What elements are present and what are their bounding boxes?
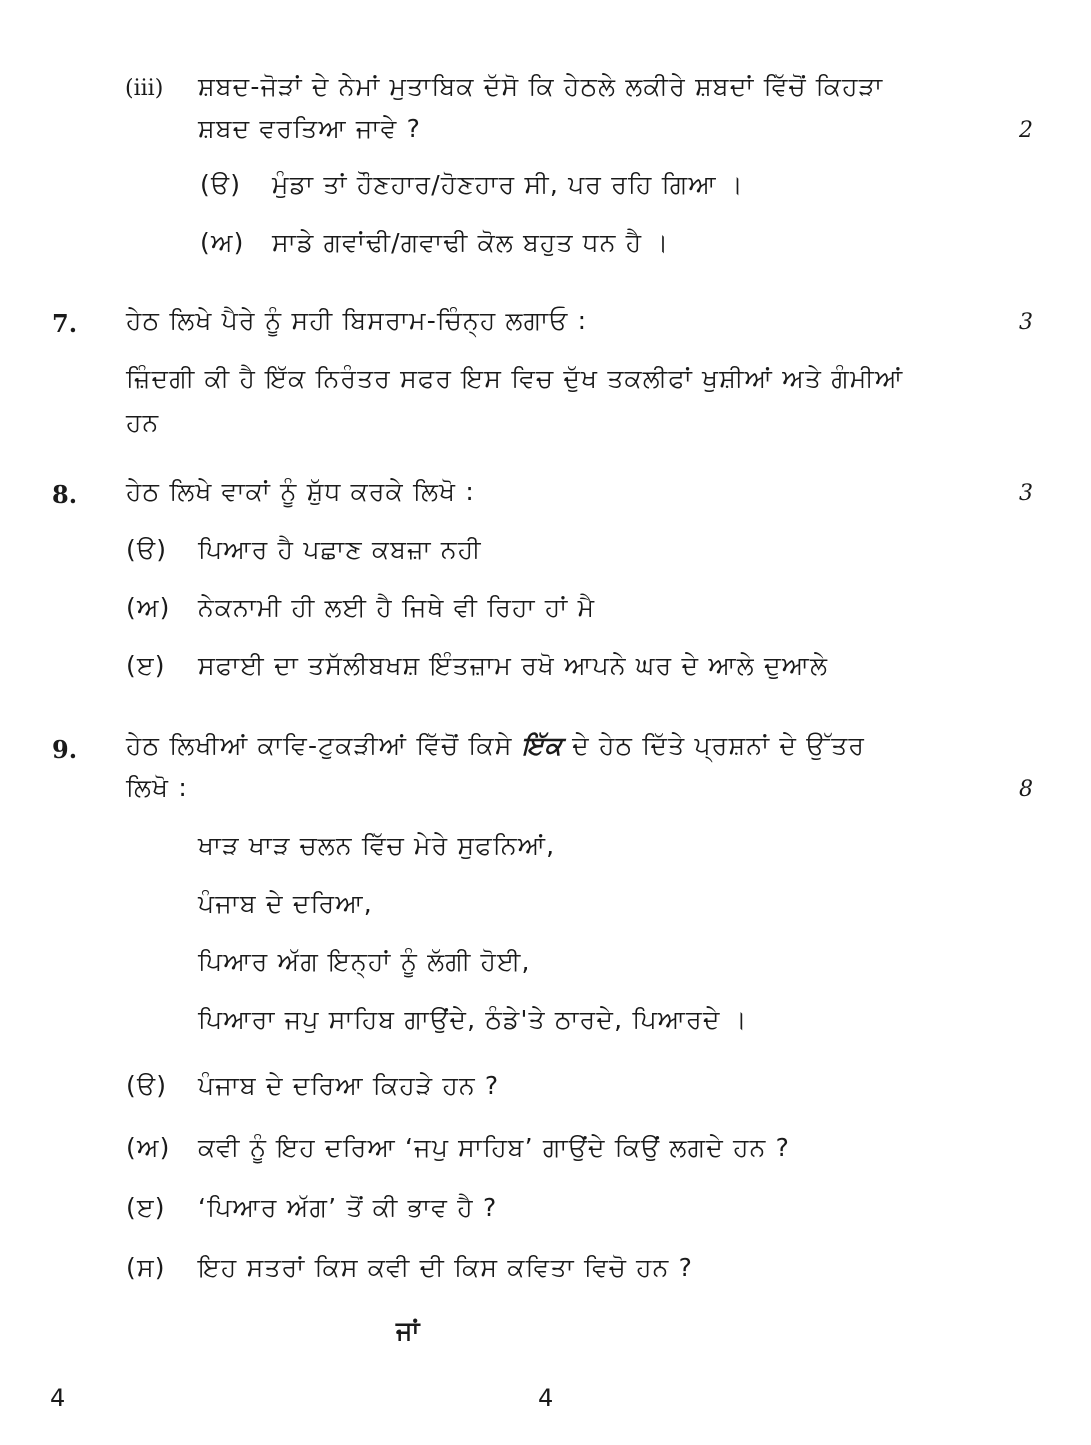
option-label: (ੳ) xyxy=(200,170,242,199)
question-text-line1: ਸ਼ਬਦ-ਜੋੜਾਂ ਦੇ ਨੇਮਾਂ ਮੁਤਾਬਿਕ ਦੱਸੋ ਕਿ ਹੇਠਲੇ ਲਕੀਰੇ ਸ਼ਬਦਾਂ ਵਿੱਚੋਂ ਕਿਹੜਾ xyxy=(198,72,884,101)
marks: 8 xyxy=(1019,777,1033,802)
subquestion-text: ‘ਪਿਆਰ ਅੱਗ’ ਤੋਂ ਕੀ ਭਾਵ ਹੈ ? xyxy=(198,1193,498,1222)
subquestion-label: (ਸ) xyxy=(126,1253,166,1282)
or-label: ਜਾਂ xyxy=(396,1316,421,1345)
question-number: 7. xyxy=(52,309,78,338)
passage-line1: ਜ਼ਿੰਦਗੀ ਕੀ ਹੈ ਇੱਕ ਨਿਰੰਤਰ ਸਫਰ ਇਸ ਵਿਚ ਦੁੱਖ ਤਕਲੀਫਾਂ ਖੁਸ਼ੀਆਂ ਅਤੇ ਗੰਮੀਆਂ xyxy=(126,364,904,393)
marks: 3 xyxy=(1019,310,1033,335)
question-text: ਹੇਠ ਲਿਖੇ ਵਾਕਾਂ ਨੂੰ ਸ਼ੁੱਧ ਕਰਕੇ ਲਿਖੋ : xyxy=(126,477,476,506)
question-text-line2: ਸ਼ਬਦ ਵਰਤਿਆ ਜਾਵੇ ? xyxy=(198,114,422,143)
question-number: 8. xyxy=(52,480,78,509)
question-text-emphasis: ਇੱਕ xyxy=(521,731,563,760)
item-label: (ੳ) xyxy=(126,535,168,564)
question-text-pre: ਹੇਠ ਲਿਖੀਆਂ ਕਾਵਿ-ਟੁਕੜੀਆਂ ਵਿੱਚੋਂ ਕਿਸੇ xyxy=(126,731,513,760)
question-text-line2: ਲਿਖੋ : xyxy=(126,773,188,802)
item-text: ਨੇਕਨਾਮੀ ਹੀ ਲਈ ਹੈ ਜਿਥੇ ਵੀ ਰਿਹਾ ਹਾਂ ਮੈ xyxy=(198,593,596,622)
footer-page-code: 4 xyxy=(50,1384,66,1412)
subquestion-label: (ੲ) xyxy=(126,1193,166,1222)
marks: 3 xyxy=(1019,481,1033,506)
subquestion-label: (ੳ) xyxy=(126,1071,168,1100)
footer-page-number: 4 xyxy=(538,1384,554,1412)
poem-line: ਪੰਜਾਬ ਦੇ ਦਰਿਆ, xyxy=(198,889,373,918)
item-text: ਪਿਆਰ ਹੈ ਪਛਾਣ ਕਬਜ਼ਾ ਨਹੀ xyxy=(198,535,482,564)
option-label: (ਅ) xyxy=(200,228,245,257)
passage-line2: ਹਨ xyxy=(126,408,160,437)
subquestion-label: (ਅ) xyxy=(126,1133,171,1162)
poem-line: ਖਾੜ ਖਾੜ ਚਲਨ ਵਿੱਚ ਮੇਰੇ ਸੁਫਨਿਆਂ, xyxy=(198,831,556,860)
question-text: ਹੇਠ ਲਿਖੇ ਪੈਰੇ ਨੂੰ ਸਹੀ ਬਿਸਰਾਮ-ਚਿੰਨ੍ਹ ਲਗਾਓ : xyxy=(126,306,588,335)
part-label: (iii) xyxy=(125,76,164,101)
question-number: 9. xyxy=(52,735,78,764)
subquestion-text: ਪੰਜਾਬ ਦੇ ਦਰਿਆ ਕਿਹੜੇ ਹਨ ? xyxy=(198,1071,500,1100)
option-text: ਮੁੰਡਾ ਤਾਂ ਹੌਣਹਾਰ/ਹੋਣਹਾਰ ਸੀ, ਪਰ ਰਹਿ ਗਿਆ । xyxy=(272,170,744,199)
question-text xyxy=(126,731,865,761)
option-text: ਸਾਡੇ ਗਵਾਂਢੀ/ਗਵਾਢੀ ਕੋਲ ਬਹੁਤ ਧਨ ਹੈ । xyxy=(272,228,670,257)
poem-line: ਪਿਆਰ ਅੱਗ ਇਨ੍ਹਾਂ ਨੂੰ ਲੱਗੀ ਹੋਈ, xyxy=(198,947,531,976)
subquestion-text: ਕਵੀ ਨੂੰ ਇਹ ਦਰਿਆ ‘ਜਪੁ ਸਾਹਿਬ’ ਗਾਉਂਦੇ ਕਿਉਂ ਲਗਦੇ ਹਨ ? xyxy=(198,1133,791,1162)
item-label: (ਅ) xyxy=(126,593,171,622)
question-text-post: ਦੇ ਹੇਠ ਦਿੱਤੇ ਪ੍ਰਸ਼ਨਾਂ ਦੇ ਉੱਤਰ xyxy=(572,731,866,760)
marks: 2 xyxy=(1019,118,1033,143)
poem-line: ਪਿਆਰਾ ਜਪੁ ਸਾਹਿਬ ਗਾਉਂਦੇ, ਠੰਡੇ'ਤੇ ਠਾਰਦੇ, ਪਿਆਰਦੇ । xyxy=(198,1005,748,1034)
item-text: ਸਫਾਈ ਦਾ ਤਸੱਲੀਬਖਸ਼ ਇੰਤਜ਼ਾਮ ਰਖੋ ਆਪਨੇ ਘਰ ਦੇ ਆਲੇ ਦੁਆਲੇ xyxy=(198,651,829,680)
item-label: (ੲ) xyxy=(126,651,166,680)
subquestion-text: ਇਹ ਸਤਰਾਂ ਕਿਸ ਕਵੀ ਦੀ ਕਿਸ ਕਵਿਤਾ ਵਿਚੋ ਹਨ ? xyxy=(198,1253,694,1282)
